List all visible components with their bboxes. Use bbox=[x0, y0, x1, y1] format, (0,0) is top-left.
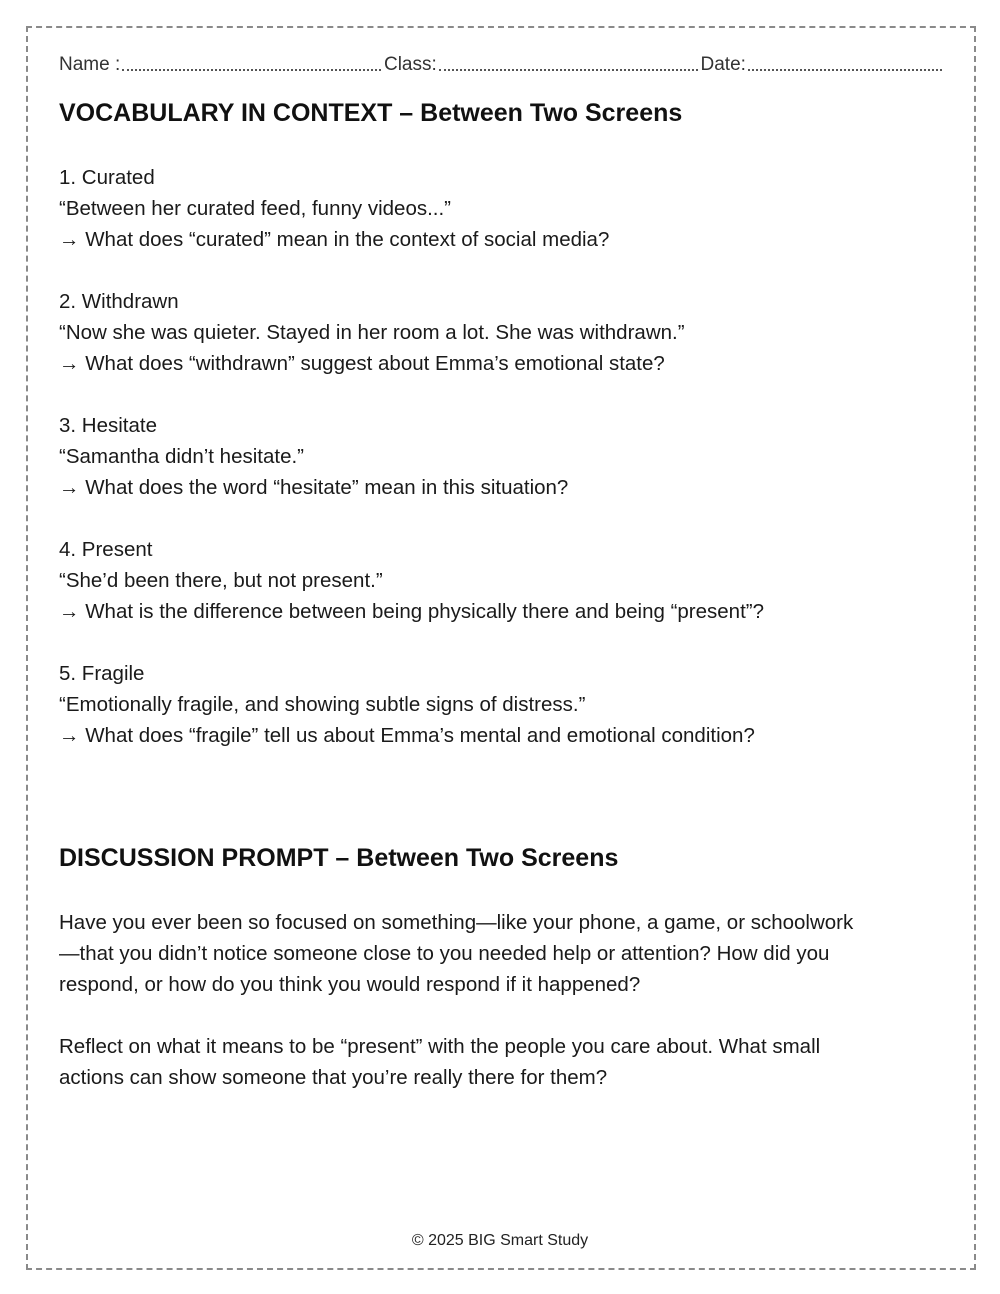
vocab-list bbox=[59, 162, 764, 751]
discussion-text bbox=[59, 907, 853, 1093]
paragraph-line: respond, or how do you think you would respond if it happened? bbox=[59, 973, 641, 996]
paragraph-line: Have you ever been so focused on something—like your phone, a game, or schoolwork bbox=[59, 911, 854, 934]
date-label: Date: bbox=[700, 54, 746, 75]
vocab-title: VOCABULARY IN CONTEXT – Between Two Screens bbox=[59, 99, 683, 127]
paragraph-line: —that you didn’t notice someone close to you needed help or attention? How did you bbox=[59, 942, 830, 965]
name-label: Name : bbox=[59, 54, 121, 75]
vocab-word: 4. Present bbox=[59, 538, 153, 561]
class-field[interactable] bbox=[439, 68, 698, 71]
vocab-question: → What does “curated” mean in the context of social media? bbox=[59, 228, 610, 251]
vocab-word: 5. Fragile bbox=[59, 662, 145, 685]
date-field[interactable] bbox=[748, 68, 942, 71]
vocab-word: 3. Hesitate bbox=[59, 414, 157, 437]
vocab-word: 2. Withdrawn bbox=[59, 290, 179, 313]
name-field[interactable] bbox=[122, 68, 381, 71]
vocab-quote: “Between her curated feed, funny videos...” bbox=[59, 197, 452, 220]
vocab-question: → What does the word “hesitate” mean in this situation? bbox=[59, 476, 569, 499]
paragraph-line: actions can show someone that you’re really there for them? bbox=[59, 1066, 608, 1089]
vocab-quote: “She’d been there, but not present.” bbox=[59, 569, 383, 592]
vocab-question: → What does “withdrawn” suggest about Emma’s emotional state? bbox=[59, 352, 665, 375]
vocab-quote: “Now she was quieter. Stayed in her room a lot. She was withdrawn.” bbox=[59, 321, 685, 344]
vocab-question: → What is the difference between being physically there and being “present”? bbox=[59, 600, 765, 623]
class-label: Class: bbox=[383, 54, 437, 75]
vocab-question: → What does “fragile” tell us about Emma’s mental and emotional condition? bbox=[59, 724, 755, 747]
discussion-title: DISCUSSION PROMPT – Between Two Screens bbox=[59, 844, 619, 872]
paragraph-line: Reflect on what it means to be “present” with the people you care about. What small bbox=[59, 1035, 821, 1058]
vocab-quote: “Emotionally fragile, and showing subtle signs of distress.” bbox=[59, 693, 586, 716]
vocab-quote: “Samantha didn’t hesitate.” bbox=[59, 445, 304, 468]
copyright-footer: © 2025 BIG Smart Study bbox=[411, 1232, 589, 1249]
student-info-header bbox=[59, 54, 945, 76]
vocab-word: 1. Curated bbox=[59, 166, 155, 189]
